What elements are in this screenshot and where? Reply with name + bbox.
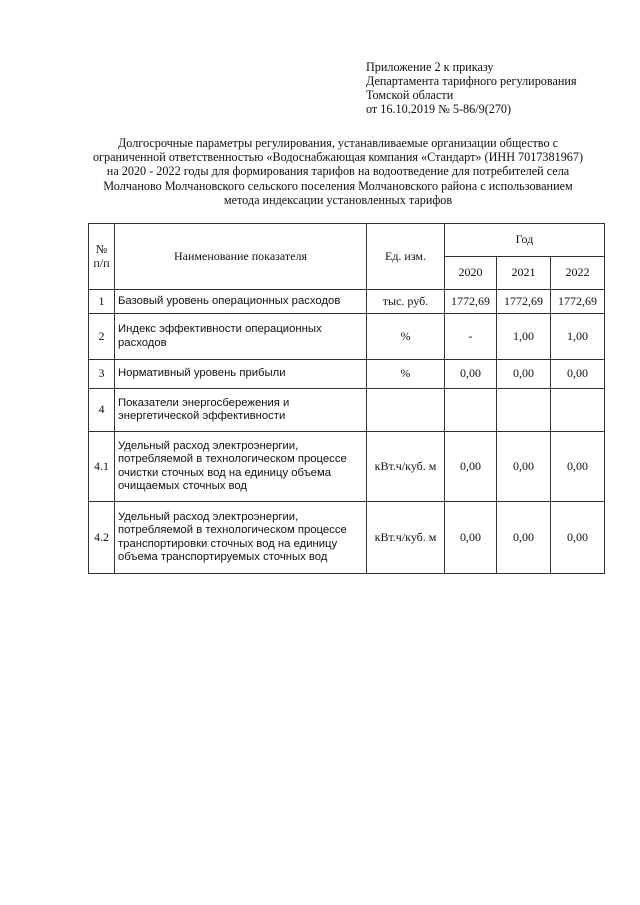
row-value: 1772,69 [497,290,551,314]
row-value: 0,00 [445,432,497,502]
row-name: Базовый уровень операционных расходов [115,290,367,314]
row-value [445,389,497,432]
row-value: 1772,69 [551,290,605,314]
appendix-header [366,60,636,116]
row-name: Показатели энергосбережения и энергетической эффективности [115,389,367,432]
row-unit: тыс. руб. [367,290,445,314]
header-year-2022: 2022 [551,257,605,290]
row-num: 3 [89,360,115,389]
parameters-table [88,223,605,574]
header-name: Наименование показателя [115,224,367,290]
row-num: 4.1 [89,432,115,502]
row-value: 0,00 [497,502,551,574]
row-unit: кВт.ч/куб. м [367,432,445,502]
header-unit: Ед. изм. [367,224,445,290]
appendix-line: Томской области [366,88,454,102]
row-unit: кВт.ч/куб. м [367,502,445,574]
row-value: 0,00 [551,360,605,389]
row-value [497,389,551,432]
row-value: 0,00 [445,360,497,389]
header-year: Год [445,224,605,257]
row-value: 0,00 [445,502,497,574]
table-row [89,432,605,502]
row-name: Удельный расход электроэнергии, потребляемой в технологическом процессе транспортировки сточных вод на единицу объема транспортируемых сточных вод [115,502,367,574]
row-num: 1 [89,290,115,314]
header-row [89,224,605,257]
header-num: № п/п [89,224,115,290]
header-year-2020: 2020 [445,257,497,290]
row-unit [367,389,445,432]
table-row [89,290,605,314]
row-value: 0,00 [551,502,605,574]
row-unit: % [367,360,445,389]
table-row [89,314,605,360]
row-num: 4.2 [89,502,115,574]
document-title: Долгосрочные параметры регулирования, устанавливаемые организации общество с ограниченной ответственностью «Водоснабжающая компания «Стандарт» (ИНН 7017381967) на 2020 - 2022 годы для формирования тарифов на водоотведение для потребителей села Молчаново Молчановского сельского поселения Молчановского района с использованием метода индексации установленных тарифов [92,136,584,207]
row-value: 1,00 [497,314,551,360]
row-name: Индекс эффективности операционных расходов [115,314,367,360]
row-value [551,389,605,432]
table-row [89,502,605,574]
row-num: 4 [89,389,115,432]
table-row [89,389,605,432]
row-unit: % [367,314,445,360]
row-name: Удельный расход электроэнергии, потребляемой в технологическом процессе очистки сточных вод на единицу объема очищаемых сточных вод [115,432,367,502]
row-num: 2 [89,314,115,360]
row-value: 1772,69 [445,290,497,314]
appendix-line: Департамента тарифного регулирования [366,74,577,88]
header-year-2021: 2021 [497,257,551,290]
row-name: Нормативный уровень прибыли [115,360,367,389]
row-value: 0,00 [551,432,605,502]
row-value: 0,00 [497,360,551,389]
appendix-line: от 16.10.2019 № 5-86/9(270) [366,102,512,116]
row-value: - [445,314,497,360]
row-value: 1,00 [551,314,605,360]
row-value: 0,00 [497,432,551,502]
appendix-line: Приложение 2 к приказу [366,60,494,74]
table-row [89,360,605,389]
